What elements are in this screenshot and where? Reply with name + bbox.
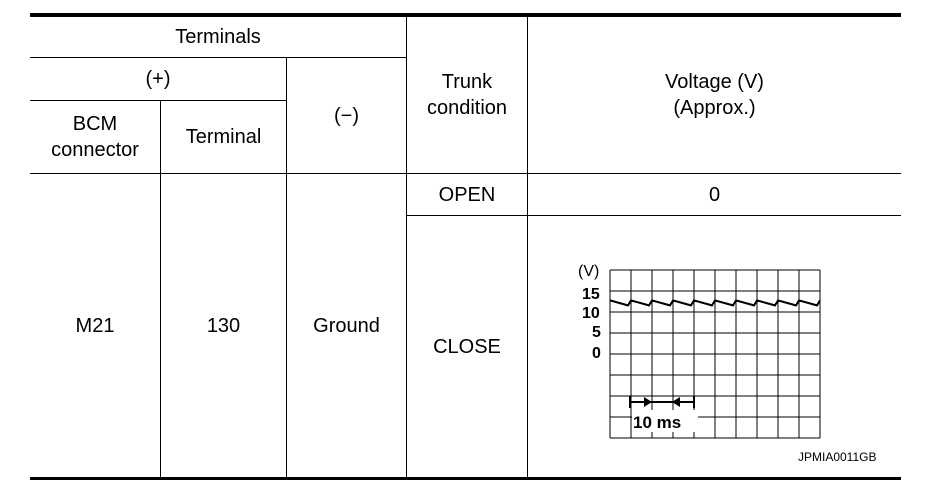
time-scale-marker <box>630 396 694 408</box>
cell-open-label: OPEN <box>438 183 496 206</box>
header-terminal: Terminal <box>185 126 262 148</box>
cell-open-value: 0 <box>708 183 721 206</box>
cell-ground: Ground <box>313 314 380 337</box>
cell-close-label: CLOSE <box>433 335 501 358</box>
header-voltage: Voltage (V) (Approx.) <box>665 71 764 119</box>
header-plus: (+) <box>145 68 171 90</box>
y-tick-15: 15 <box>582 286 600 303</box>
y-tick-10: 10 <box>582 305 600 322</box>
cell-connector: M21 <box>75 314 115 337</box>
cell-terminal: 130 <box>206 314 241 337</box>
header-trunk-condition: Trunk condition <box>426 71 508 119</box>
figure-code: JPMIA0011GB <box>798 450 877 464</box>
time-scale-label: 10 ms <box>633 413 682 432</box>
y-tick-5: 5 <box>592 324 601 341</box>
header-bcm-connector: BCM connector <box>51 113 139 161</box>
header-terminals: Terminals <box>175 26 261 48</box>
header-minus: (−) <box>334 104 359 127</box>
waveform-unit-label: (V) <box>578 263 600 280</box>
voltage-waveform-graph <box>560 258 830 440</box>
y-tick-0: 0 <box>592 345 601 362</box>
